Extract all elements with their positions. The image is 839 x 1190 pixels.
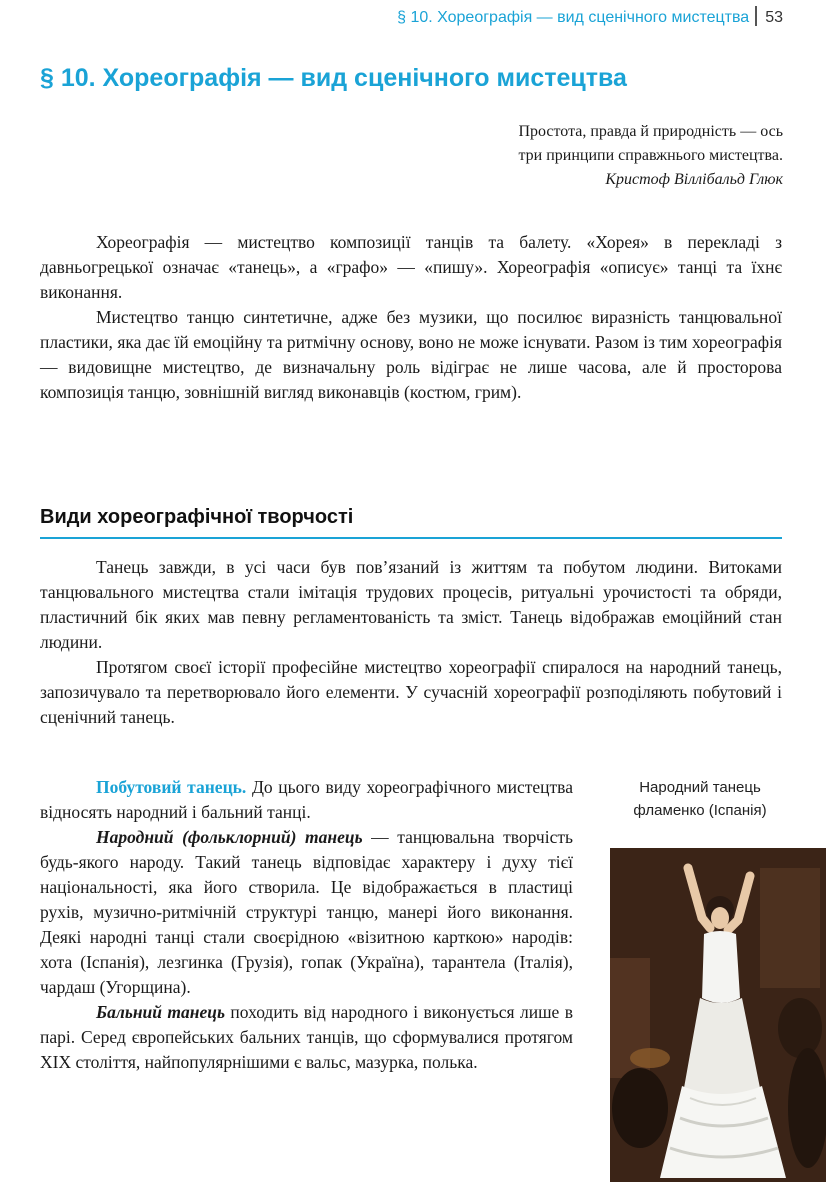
column-paragraph-3-text: походить від народного і виконується лише в парі. Серед європейських бальних танців, що сформувалися протягом XIX століття, найпопулярнішими є вальс, мазурка, полька.: [40, 1002, 573, 1072]
epigraph-line-1: Простота, правда й природність — ось: [518, 123, 783, 140]
intro-paragraph-2: Мистецтво танцю синтетичне, адже без музики, що посилює виразність танцювальної пластики, яка дає їй емоційну та ритмічну основу, воно не може існувати. Разом із тим хореографія — видовищне мистецтво, де визначальну роль відіграє не лише часова, але й просторова композиція танцю, зовнішній вигляд виконавців (костюм, грим).: [40, 307, 782, 402]
column-paragraph-2: [40, 825, 573, 1000]
photo-caption: [600, 776, 800, 822]
chapter-title: § 10. Хореографія — вид сценічного мистецтва: [40, 64, 627, 92]
photo-caption-line-1: Народний танець: [639, 779, 761, 796]
term-everyday-dance: Побутовий танець.: [96, 777, 247, 797]
intro-paragraph-1: Хореографія — мистецтво композиції танців та балету. «Хорея» в перекладі з давньогрецької означає «танець», а «графо» — «пишу». Хореографія «описує» танці та їхнє виконання.: [40, 232, 782, 302]
term-folk-dance: Народний (фольклорний) танець: [96, 827, 363, 847]
column-paragraph-1-text: До цього виду хореографічного мистецтва відносять народний і бальний танці.: [40, 777, 573, 822]
epigraph-author: Кристоф Віллібальд Глюк: [605, 171, 783, 188]
term-ballroom-dance: Бальний танець: [96, 1002, 226, 1022]
flamenco-illustration: [610, 848, 826, 1182]
section-paragraph-2: Протягом своєї історії професійне мистецтво хореографії спиралося на народний танець, запозичувало та перетворювало його елементи. У сучасній хореографії розподіляють побутовий і сценічний танець.: [40, 657, 782, 727]
column-text: [40, 775, 573, 1075]
column-paragraph-1: [40, 775, 573, 825]
photo-caption-line-2: фламенко (Іспанія): [633, 802, 767, 819]
running-head-separator: [755, 6, 757, 26]
running-head: [397, 6, 783, 30]
column-paragraph-2-text: — танцювальна творчість будь-якого народу. Такий танець відповідає характеру і духу тієї національності, яка його створила. Це відображається в пластиці рухів, музично-ритмічній структурі танцю, манері його виконання. Деякі народні танці стали своєрідною «візитною карткою» народів: хота (Іспанія), лезгинка (Грузія), гопак (Україна), тарантела (Італія), чардаш (Угорщина).: [40, 827, 573, 997]
intro-text: [40, 230, 782, 405]
column-paragraph-3: [40, 1000, 573, 1075]
page-number: 53: [765, 9, 783, 26]
running-head-title: § 10. Хореографія — вид сценічного мистецтва: [397, 9, 750, 26]
section-text: [40, 555, 782, 730]
epigraph: [383, 120, 783, 192]
section-heading: Види хореографічної творчості: [40, 506, 782, 539]
flamenco-photo: [610, 848, 826, 1182]
epigraph-line-2: три принципи справжнього мистецтва.: [518, 147, 783, 164]
section-paragraph-1: Танець завжди, в усі часи був пов’язаний із життям та побутом людини. Витоками танцювального мистецтва стали імітація трудових процесів, ритуальні урочистості та обряди, пластичний бік яких мав певну регламентованість та зміст. Танець відображав емоційний стан людини.: [40, 557, 782, 652]
